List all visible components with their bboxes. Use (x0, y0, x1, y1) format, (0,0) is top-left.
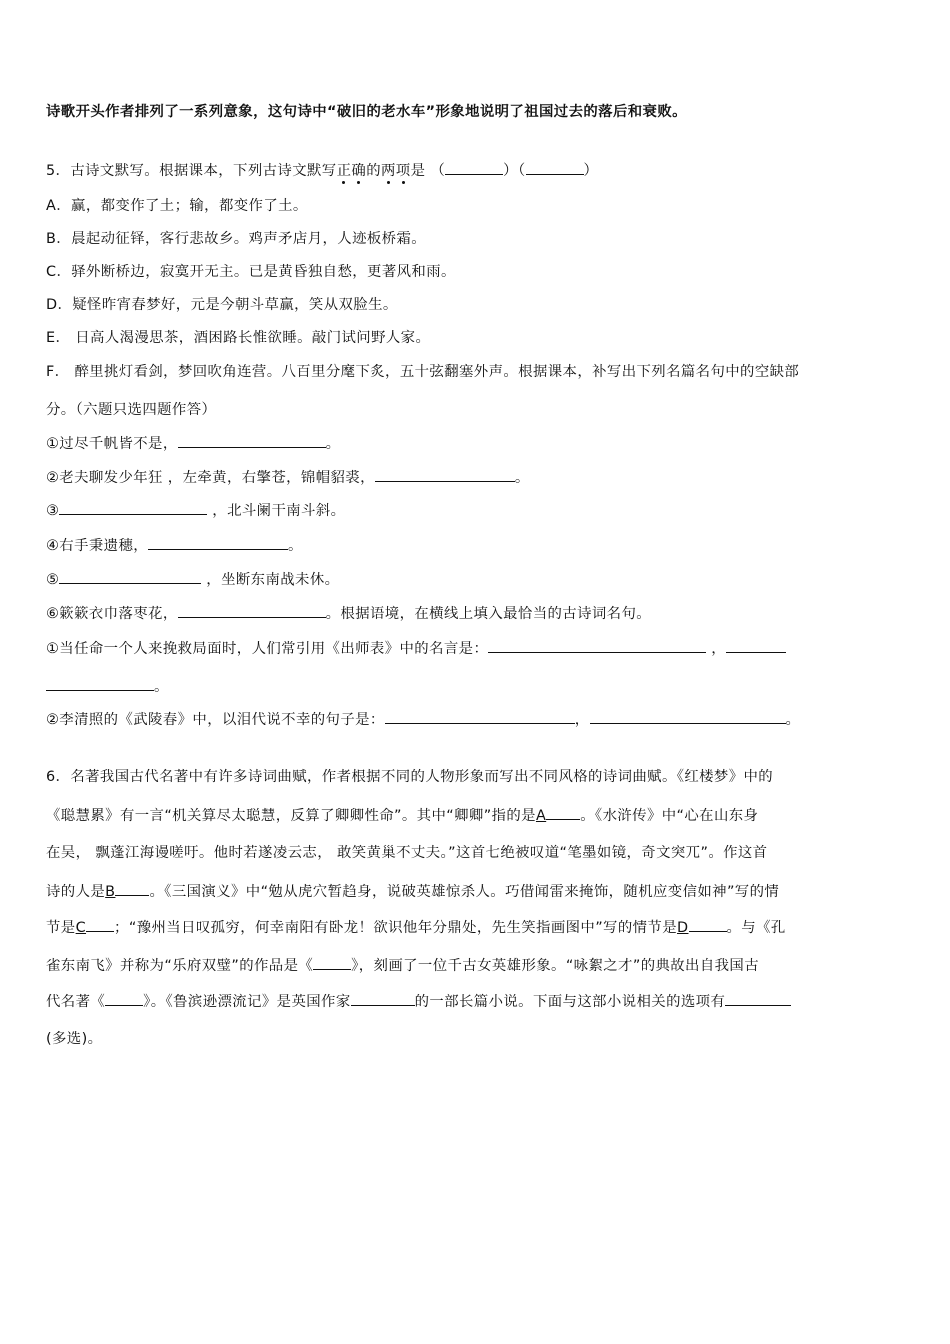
q6-text: 代名著《 (46, 994, 106, 1010)
fill-text: ， (706, 641, 726, 657)
q6-line-2 (46, 805, 758, 826)
q6-text: 的一部长篇小说。下面与这部小说相关的选项有 (414, 994, 726, 1010)
fill-text: 。 (288, 538, 303, 554)
q6-label-b: B (105, 884, 116, 900)
fill-text: 。 (154, 679, 169, 695)
fill-text: 。根据语境，在横线上填入最恰当的古诗词名句。 (325, 606, 652, 622)
answer-blank[interactable] (59, 500, 207, 515)
q5-stem-text: ） (583, 163, 599, 179)
q5-stem-text: ）（ (503, 163, 526, 179)
q5-continuation: 分。（六题只选四题作答） (46, 402, 217, 418)
q6-text: ；“豫州当日叹孤穷，何幸南阳有卧龙！欲识他年分鼎处，先生笑指画图中”写的情节是 (114, 920, 678, 936)
q5-stem-text: 是 （ (410, 163, 446, 179)
answer-blank[interactable] (115, 881, 149, 896)
answer-blank[interactable] (351, 991, 415, 1006)
q6-text: 。与《孔 (726, 920, 786, 936)
fill-item-5 (46, 569, 339, 590)
q6-line-4 (46, 881, 779, 902)
fill-text: ②老夫聊发少年狂 ，左牵黄，右擎苍，锦帽貂裘， (46, 470, 375, 486)
fill-text: ⑥簌簌衣巾落枣花， (46, 606, 178, 622)
q6-line-3: 在吴， 飘蓬江海谩嗟吁。他时若遂凌云志， 敢笑黄巢不丈夫。”这首七绝被叹道“笔墨如镜，奇文突兀”。作这首 (46, 845, 768, 861)
context-item-1-cont (46, 676, 169, 697)
answer-blank[interactable] (59, 569, 201, 584)
fill-item-4 (46, 535, 303, 556)
q6-text: 。《三国演义》中“勉从虎穴暂趋身，说破英雄惊杀人。巧借闻雷来掩饰，随机应变信如神”写的情 (149, 884, 780, 900)
fill-item-2 (46, 467, 530, 488)
fill-text: ，北斗阑干南斗斜。 (207, 503, 346, 519)
fill-text: ， (574, 712, 590, 728)
answer-blank[interactable] (488, 638, 706, 653)
q6-text: 。《水浒传》中“心在山东身 (580, 808, 759, 824)
q6-text: 《聪慧累》有一言“机关算尽太聪慧，反算了卿卿性命”。其中“卿卿”指的是 (46, 808, 536, 824)
q6-line-7 (46, 991, 791, 1012)
q6-line-8: (多选)。 (46, 1031, 103, 1047)
answer-blank[interactable] (178, 603, 326, 618)
q6-label-d: D (677, 920, 689, 936)
fill-text: 。 (514, 470, 530, 486)
answer-blank[interactable] (726, 638, 786, 653)
fill-text: 。 (325, 436, 341, 452)
answer-blank[interactable] (46, 676, 154, 691)
fill-text: ①当任命一个人来挽救局面时，人们常引用《出师表》中的名言是： (46, 641, 489, 657)
q6-label-a: A (535, 808, 547, 824)
q5-option-c: C．驿外断桥边，寂寞开无主。已是黄昏独自愁，更著风和雨。 (46, 264, 456, 280)
answer-blank[interactable] (105, 991, 143, 1006)
answer-blank[interactable] (445, 160, 503, 175)
q6-line-6 (46, 955, 759, 976)
q6-text: 》。《鲁滨逊漂流记》是英国作家 (143, 994, 351, 1010)
q6-text: 》，刻画了一位千古女英雄形象。“咏絮之才”的典故出自我国古 (351, 958, 760, 974)
q6-label-c: C (75, 920, 87, 936)
q5-option-f: F． 醉里挑灯看剑，梦回吹角连营。八百里分麾下炙，五十弦翻塞外声。根据课本，补写出下列名篇名句中的空缺部 (46, 364, 800, 380)
context-item-1 (46, 638, 786, 659)
context-item-2 (46, 709, 800, 730)
q6-text: 节是 (46, 920, 76, 936)
fill-item-1 (46, 433, 340, 454)
q5-stem-text: 的 (366, 163, 381, 179)
answer-blank[interactable] (148, 535, 288, 550)
fill-text: ①过尽千帆皆不是， (46, 436, 178, 452)
answer-blank[interactable] (590, 709, 786, 724)
emphasis-char: 确 (351, 163, 367, 179)
answer-blank[interactable] (178, 433, 326, 448)
answer-blank[interactable] (526, 160, 584, 175)
q6-line-5 (46, 917, 786, 938)
q5-option-b: B．晨起动征铎，客行悲故乡。鸡声矛店月，人迹板桥霜。 (46, 231, 427, 247)
answer-blank[interactable] (86, 917, 114, 932)
q5-option-e: E． 日高人渴漫思茶，酒困路长惟欲睡。敲门试问野人家。 (46, 330, 431, 346)
fill-text: 。 (785, 712, 801, 728)
q6-text: 诗的人是 (46, 884, 106, 900)
q5-option-d: D．疑怪昨宵春梦好，元是今朝斗草赢，笑从双脸生。 (46, 297, 398, 313)
answer-blank[interactable] (385, 709, 575, 724)
answer-blank[interactable] (546, 805, 580, 820)
fill-item-6 (46, 603, 651, 624)
intro-text: 诗歌开头作者排列了一系列意象，这句诗中“破旧的老水车”形象地说明了祖国过去的落后和衰败。 (46, 104, 687, 120)
emphasis-char: 两 (380, 163, 396, 179)
q6-line-1: 6．名著我国古代名著中有许多诗词曲赋，作者根据不同的人物形象而写出不同风格的诗词曲赋。《红楼梦》中的 (46, 769, 774, 785)
q6-text: 雀东南飞》并称为“乐府双璧”的作品是《 (46, 958, 314, 974)
fill-item-3 (46, 500, 345, 521)
fill-text: ④右手秉遗穗， (46, 538, 149, 554)
fill-text: ⑤ (46, 572, 60, 588)
fill-text: ③ (46, 503, 60, 519)
q5-stem (46, 160, 598, 181)
q5-stem-text: 5．古诗文默写。根据课本，下列古诗文默写 (46, 163, 337, 179)
emphasis-char: 正 (336, 163, 352, 179)
answer-blank[interactable] (689, 917, 727, 932)
fill-text: ，坐断东南战未休。 (201, 572, 340, 588)
answer-blank[interactable] (375, 467, 515, 482)
fill-text: ②李清照的《武陵春》中，以泪代说不幸的句子是： (46, 712, 385, 728)
emphasis-char: 项 (395, 163, 411, 179)
answer-blank[interactable] (313, 955, 351, 970)
answer-blank[interactable] (725, 991, 791, 1006)
q5-option-a: A．赢，都变作了土；输，都变作了土。 (46, 198, 308, 214)
